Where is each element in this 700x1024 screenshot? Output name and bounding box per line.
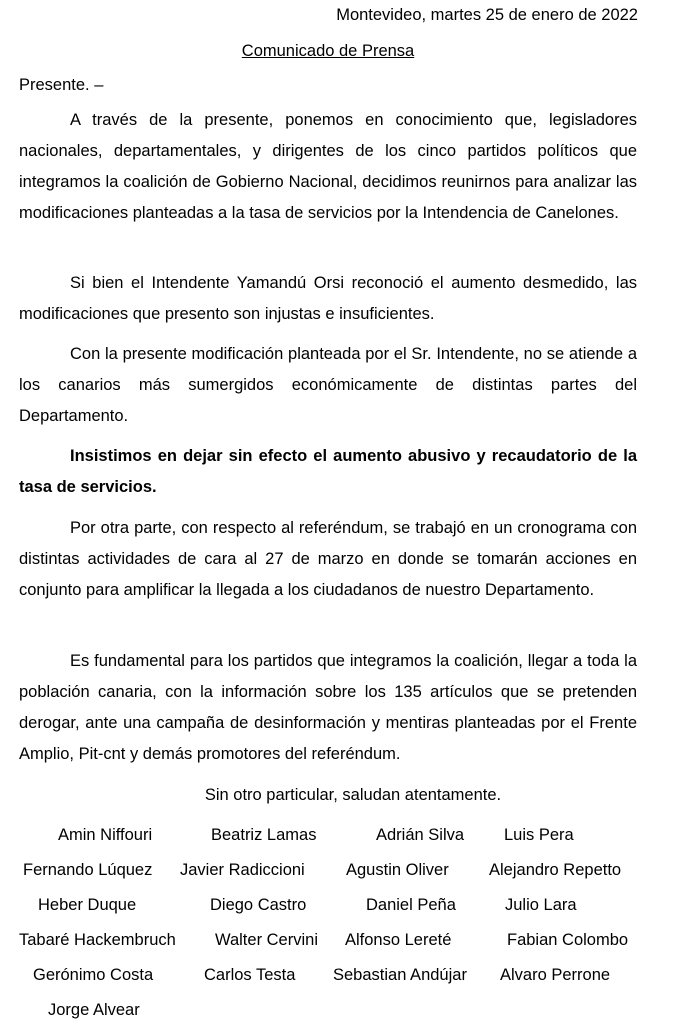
signatory-name: Julio Lara — [505, 896, 577, 914]
signatory-name: Heber Duque — [38, 896, 137, 914]
signatory-name: Alvaro Perrone — [500, 966, 611, 984]
signatory-name: Alejandro Repetto — [489, 861, 622, 879]
signatory-name: Carlos Testa — [204, 966, 296, 984]
signatory-row — [0, 859, 700, 881]
signatory-row — [0, 824, 700, 846]
paragraph-demand: Insistimos en dejar sin efecto el aumento abusivo y recaudatorio de la tasa de servicios. — [19, 447, 637, 496]
signatory-name: Javier Radiccioni — [180, 861, 305, 879]
paragraph-meeting: A través de la presente, ponemos en conocimiento que, legisladores nacionales, departamentales, y dirigentes de los cinco partidos políticos que integramos la coalición de Gobierno Nacional, decidimos reunirnos para analizar las modificaciones planteadas a la tasa de servicios por la Intendencia de Canelones. — [19, 111, 637, 222]
signatory-name: Tabaré Hackembruch — [19, 931, 176, 949]
closing-line: Sin otro particular, saludan atentamente. — [204, 786, 502, 804]
signatory-name: Jorge Alvear — [48, 1001, 140, 1019]
signatory-row — [0, 964, 700, 986]
signatory-name: Luis Pera — [504, 826, 574, 844]
signatory-row — [0, 999, 700, 1021]
signatory-name: Amin Niffouri — [58, 826, 153, 844]
signatory-name: Alfonso Lereté — [345, 931, 452, 949]
signatory-name: Sebastian Andújar — [333, 966, 467, 984]
date-line: Montevideo, martes 25 de enero de 2022 — [336, 6, 638, 24]
signatory-name: Beatriz Lamas — [211, 826, 317, 844]
signatory-row — [0, 894, 700, 916]
signatory-name: Walter Cervini — [215, 931, 318, 949]
paragraph-intendente: Si bien el Intendente Yamandú Orsi reconoció el aumento desmedido, las modificaciones que presento son injustas e insuficientes. — [19, 274, 637, 323]
paragraph-campaign: Es fundamental para los partidos que integramos la coalición, llegar a toda la población canaria, con la información sobre los 135 artículos que se pretenden derogar, ante una campaña de desinformación y mentiras planteadas por el Frente Amplio, Pit-cnt y demás promotores del referéndum. — [19, 652, 637, 763]
paragraph-modification: Con la presente modificación planteada por el Sr. Intendente, no se atiende a los canarios más sumergidos económicamente de distintas partes del Departamento. — [19, 345, 637, 425]
signatory-name: Diego Castro — [210, 896, 307, 914]
salutation: Presente. – — [19, 76, 104, 94]
signatory-name: Daniel Peña — [366, 896, 456, 914]
signatory-name: Adrián Silva — [376, 826, 465, 844]
document-title: Comunicado de Prensa — [241, 42, 415, 60]
signatory-row — [0, 929, 700, 951]
signatory-name: Agustin Oliver — [346, 861, 449, 879]
signatory-name: Fernando Lúquez — [23, 861, 153, 879]
signatory-name: Fabian Colombo — [507, 931, 629, 949]
paragraph-referendum: Por otra parte, con respecto al referéndum, se trabajó en un cronograma con distintas actividades de cara al 27 de marzo en donde se tomarán acciones en conjunto para amplificar la llegada a los ciudadanos de nuestro Departamento. — [19, 519, 637, 599]
signatory-name: Gerónimo Costa — [33, 966, 154, 984]
